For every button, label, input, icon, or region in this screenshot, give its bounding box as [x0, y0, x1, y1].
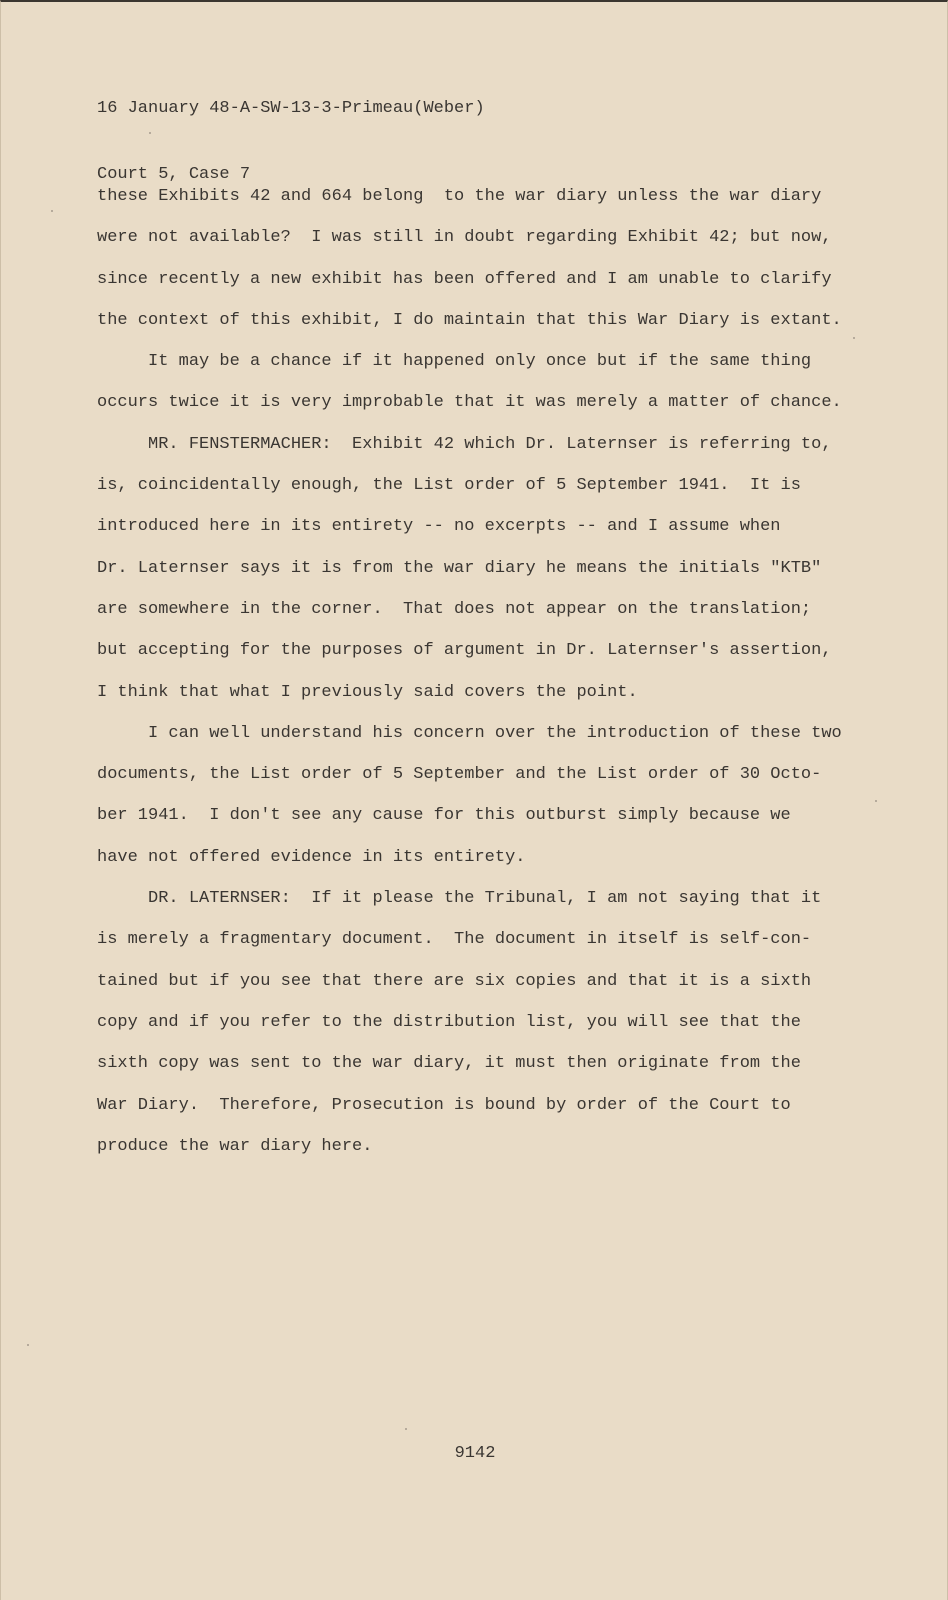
text-line: I think that what I previously said covers the point.: [97, 682, 638, 702]
text-line: are somewhere in the corner. That does not appear on the translation;: [97, 599, 812, 619]
text-line: War Diary. Therefore, Prosecution is bound by order of the Court to: [97, 1095, 791, 1115]
paper-speck: [27, 1344, 29, 1346]
text-line: produce the war diary here.: [97, 1136, 373, 1156]
paper-speck: [853, 337, 855, 339]
text-line: since recently a new exhibit has been offered and I am unable to clarify: [97, 269, 832, 289]
text-line: introduced here in its entirety -- no excerpts -- and I assume when: [97, 517, 781, 537]
text-line: have not offered evidence in its entirety.: [97, 847, 526, 867]
text-line: were not available? I was still in doubt regarding Exhibit 42; but now,: [97, 228, 832, 248]
paper-speck: [405, 1428, 407, 1430]
text-line: MR. FENSTERMACHER: Exhibit 42 which Dr. Laternser is referring to,: [97, 434, 832, 454]
text-line: tained but if you see that there are six copies and that it is a sixth: [97, 971, 812, 991]
text-line: these Exhibits 42 and 664 belong to the war diary unless the war diary: [97, 187, 822, 206]
text-line: the context of this exhibit, I do maintain that this War Diary is extant.: [97, 310, 842, 330]
paper-speck: [149, 132, 151, 134]
text-line: occurs twice it is very improbable that it was merely a matter of chance.: [97, 393, 842, 413]
text-line: documents, the List order of 5 September and the List order of 30 Octo-: [97, 765, 822, 785]
header-reference: 16 January 48-A-SW-13-3-Primeau(Weber): [97, 99, 485, 118]
text-line: I can well understand his concern over the introduction of these two: [97, 723, 842, 743]
page-number: 9142: [454, 1444, 496, 1463]
text-line: sixth copy was sent to the war diary, it must then originate from the: [97, 1054, 801, 1074]
transcript-body: [97, 176, 857, 1167]
text-line: It may be a chance if it happened only once but if the same thing: [97, 352, 812, 372]
header-court-case: Court 5, Case 7: [97, 165, 251, 184]
text-line: is, coincidentally enough, the List order of 5 September 1941. It is: [97, 476, 801, 496]
text-line: ber 1941. I don't see any cause for this outburst simply because we: [97, 806, 791, 826]
text-line: copy and if you refer to the distribution list, you will see that the: [97, 1012, 801, 1032]
paper-speck: [875, 800, 877, 802]
text-line: but accepting for the purposes of argument in Dr. Laternser's assertion,: [97, 641, 832, 661]
text-line: is merely a fragmentary document. The document in itself is self-con-: [97, 930, 812, 950]
paper-speck: [51, 210, 53, 212]
text-line: Dr. Laternser says it is from the war diary he means the initials "KTB": [97, 558, 822, 578]
text-line: DR. LATERNSER: If it please the Tribunal, I am not saying that it: [97, 889, 822, 909]
